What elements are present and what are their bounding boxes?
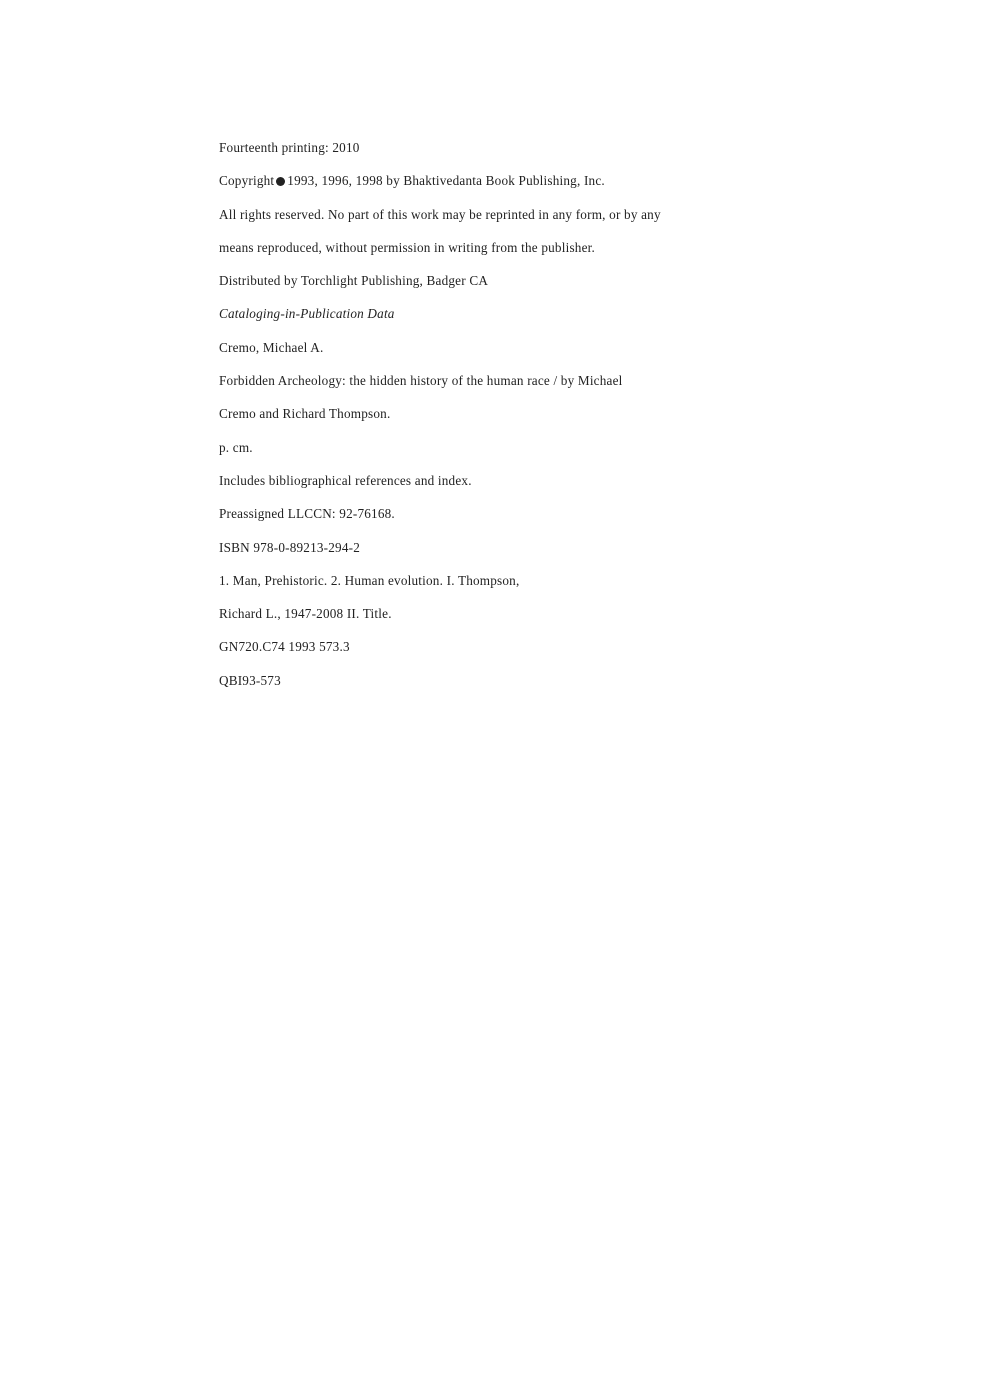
- line-rights-2: [219, 231, 819, 264]
- rights-text-1: All rights reserved. No part of this work may be reprinted in any form, or by any: [219, 206, 661, 222]
- line-call-number: [219, 630, 819, 663]
- copyright-label: Copyright: [219, 173, 275, 189]
- line-pagination: [219, 431, 819, 464]
- isbn-text: ISBN 978-0-89213-294-2: [219, 539, 361, 555]
- line-distributor: [219, 264, 819, 297]
- line-subjects: [219, 564, 819, 597]
- line-title-2: [219, 397, 819, 430]
- title-text-1: Forbidden Archeology: the hidden history of the human race / by Michael: [219, 373, 623, 389]
- line-title-1: [219, 364, 819, 397]
- line-cip-heading: [219, 297, 819, 330]
- line-printing: [219, 131, 819, 164]
- notes-text: Includes bibliographical references and index.: [219, 472, 472, 488]
- coauthor-text: Richard L., 1947-2008 II. Title.: [219, 606, 392, 622]
- line-qbi: [219, 664, 819, 697]
- line-notes: [219, 464, 819, 497]
- printing-text: Fourteenth printing: 2010: [219, 140, 360, 155]
- copyright-symbol-icon: [276, 177, 285, 186]
- rights-text-2: means reproduced, without permission in writing from the publisher.: [219, 239, 595, 255]
- qbi-text: QBI93-573: [219, 672, 281, 688]
- copyright-years: 1993, 1996, 1998 by Bhaktivedanta Book Publishing, Inc.: [287, 173, 605, 189]
- line-rights-1: [219, 198, 819, 231]
- line-coauthor: [219, 597, 819, 630]
- lccn-text: Preassigned LLCCN: 92-76168.: [219, 506, 395, 522]
- cip-heading-text: Cataloging-in-Publication Data: [219, 306, 395, 322]
- title-text-2: Cremo and Richard Thompson.: [219, 406, 391, 422]
- copyright-text-block: [219, 131, 819, 697]
- subjects-text: 1. Man, Prehistoric. 2. Human evolution. I. Thompson,: [219, 572, 520, 588]
- distributor-text: Distributed by Torchlight Publishing, Badger CA: [219, 273, 489, 289]
- line-isbn: [219, 531, 819, 564]
- call-number-text: GN720.C74 1993 573.3: [219, 639, 350, 655]
- line-lccn: [219, 497, 819, 530]
- author-text: Cremo, Michael A.: [219, 339, 324, 355]
- line-copyright: [219, 164, 819, 197]
- pagination-text: p. cm.: [219, 439, 253, 455]
- line-author: [219, 331, 819, 364]
